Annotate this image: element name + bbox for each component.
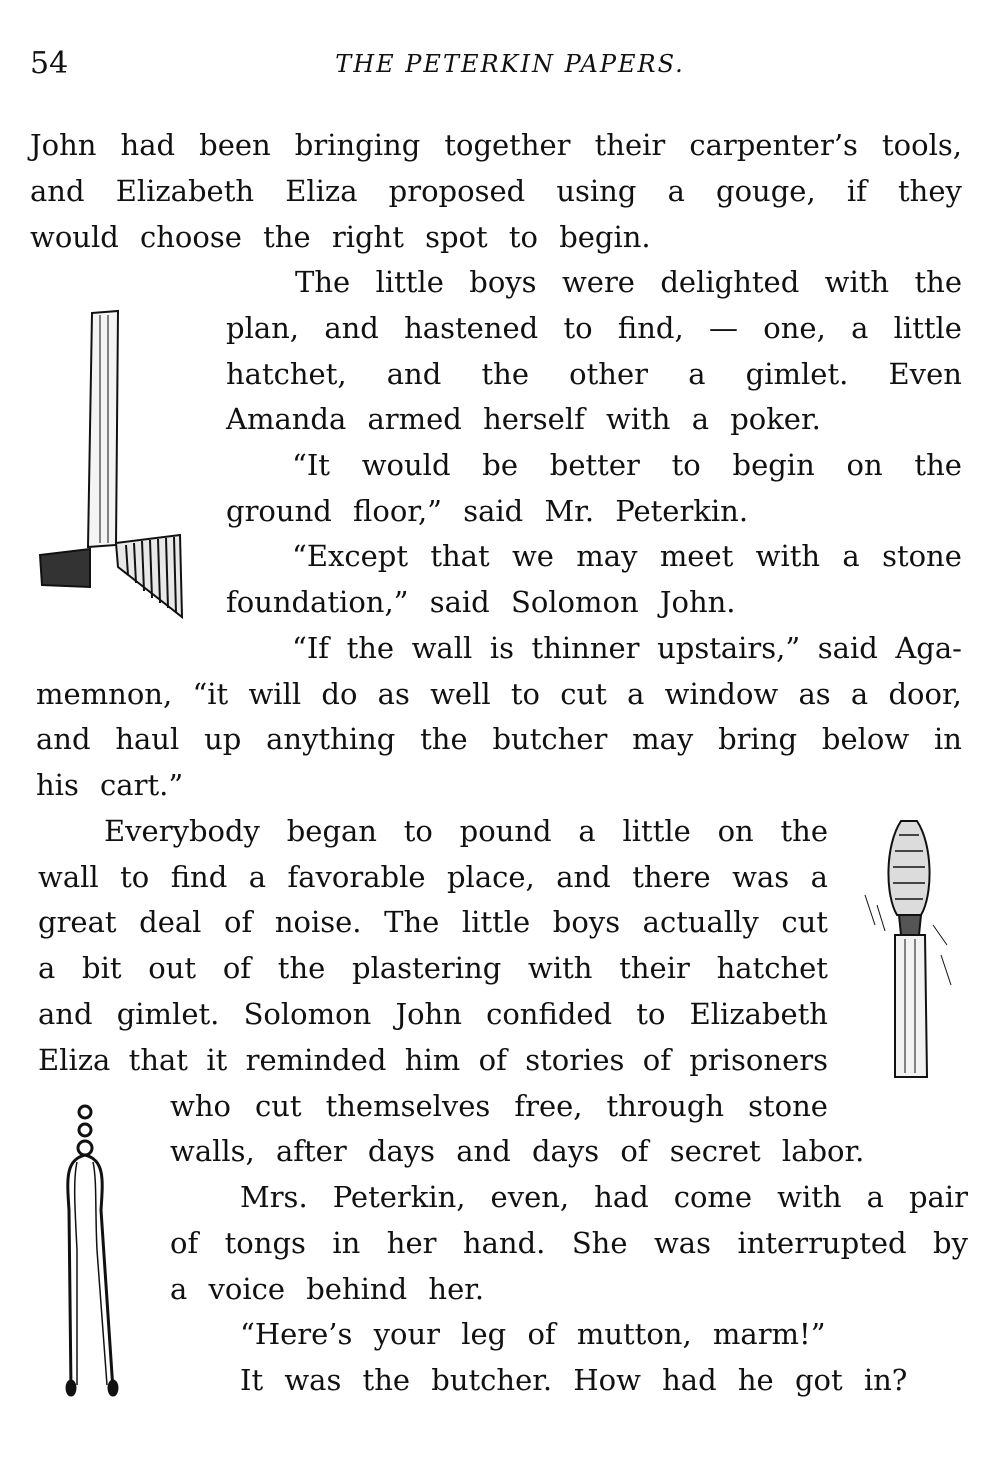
gimlet-illustration bbox=[855, 815, 965, 1085]
word: and bbox=[386, 357, 442, 391]
word: a bbox=[627, 677, 645, 711]
word: free, bbox=[514, 1089, 583, 1123]
text-line bbox=[30, 122, 962, 168]
word: memnon, bbox=[36, 677, 173, 711]
word: carpenter’s bbox=[689, 128, 858, 162]
word: pair bbox=[908, 1180, 968, 1214]
text-line bbox=[170, 1083, 828, 1129]
word: prisoners bbox=[689, 1043, 828, 1077]
word: boys bbox=[469, 265, 537, 299]
word: favorable bbox=[287, 860, 426, 894]
word: place, bbox=[446, 860, 535, 894]
word: was bbox=[732, 860, 790, 894]
text-line: “Here’s your leg of mutton, marm!” bbox=[240, 1317, 826, 1351]
word: would bbox=[361, 448, 451, 482]
text-line bbox=[292, 533, 962, 579]
word: will bbox=[248, 677, 302, 711]
word: a bbox=[850, 677, 869, 711]
word: noise. bbox=[274, 905, 362, 939]
word: door, bbox=[888, 677, 962, 711]
word: “If bbox=[292, 631, 330, 665]
word: up bbox=[204, 722, 242, 756]
word: great bbox=[38, 905, 117, 939]
word: and bbox=[30, 174, 85, 208]
word: interrupted bbox=[737, 1226, 907, 1260]
word: as bbox=[798, 677, 831, 711]
word: well bbox=[430, 677, 491, 711]
word: began bbox=[286, 814, 377, 848]
word: Everybody bbox=[104, 814, 260, 848]
word: a bbox=[667, 174, 685, 208]
word: we bbox=[511, 539, 554, 573]
word: had bbox=[594, 1180, 649, 1214]
word: was bbox=[653, 1226, 711, 1260]
word: and bbox=[36, 722, 91, 756]
word: little bbox=[461, 905, 531, 939]
word: themselves bbox=[325, 1089, 491, 1123]
word: through bbox=[606, 1089, 725, 1123]
word: there bbox=[632, 860, 711, 894]
word: in bbox=[332, 1226, 361, 1260]
word: little bbox=[893, 311, 962, 345]
word: the bbox=[481, 357, 529, 391]
word: and bbox=[38, 997, 93, 1031]
hatchet-illustration bbox=[30, 305, 190, 625]
word: confided bbox=[486, 997, 613, 1031]
text-line: would choose the right spot to begin. bbox=[30, 220, 651, 254]
word: gimlet. bbox=[745, 357, 849, 391]
word: window bbox=[664, 677, 779, 711]
word: thinner bbox=[531, 631, 640, 665]
page-header bbox=[30, 46, 960, 86]
word: had bbox=[120, 128, 176, 162]
text-line bbox=[38, 1037, 828, 1083]
word: the bbox=[346, 631, 395, 665]
word: Solomon bbox=[243, 997, 372, 1031]
word: of bbox=[222, 951, 252, 985]
word: wall bbox=[411, 631, 473, 665]
word: out bbox=[148, 951, 197, 985]
word: come bbox=[673, 1180, 753, 1214]
word: be bbox=[482, 448, 519, 482]
text-line bbox=[36, 716, 962, 762]
word: Eliza bbox=[38, 1043, 111, 1077]
word: to bbox=[120, 860, 150, 894]
word: proposed bbox=[388, 174, 526, 208]
word: to bbox=[510, 677, 540, 711]
word: Even bbox=[888, 357, 962, 391]
word: their bbox=[594, 128, 666, 162]
word: find, bbox=[617, 311, 684, 345]
word: Mrs. bbox=[240, 1180, 308, 1214]
word: hatchet, bbox=[226, 357, 347, 391]
word: may bbox=[576, 539, 638, 573]
word: of bbox=[170, 1226, 199, 1260]
word: on bbox=[846, 448, 883, 482]
word: if bbox=[846, 174, 867, 208]
word: on bbox=[717, 814, 754, 848]
page-number: 54 bbox=[30, 46, 69, 81]
word: Aga- bbox=[895, 631, 962, 665]
text-line: Amanda armed herself with a poker. bbox=[226, 402, 821, 436]
word: in bbox=[933, 722, 962, 756]
word: to bbox=[671, 448, 701, 482]
word: The bbox=[295, 265, 351, 299]
word: She bbox=[571, 1226, 628, 1260]
word: a bbox=[810, 860, 828, 894]
word: to bbox=[636, 997, 666, 1031]
word: their bbox=[619, 951, 690, 985]
text-line bbox=[240, 1174, 968, 1220]
tongs-illustration bbox=[55, 1100, 135, 1400]
word: stone bbox=[748, 1089, 828, 1123]
word: the bbox=[914, 448, 962, 482]
word: John bbox=[30, 128, 97, 162]
word: Eliza bbox=[285, 174, 358, 208]
word: reminded bbox=[245, 1043, 387, 1077]
word: below bbox=[821, 722, 910, 756]
word: actually bbox=[642, 905, 759, 939]
word: boys bbox=[552, 905, 621, 939]
text-line: his cart.” bbox=[36, 768, 184, 802]
word: together bbox=[444, 128, 571, 162]
word: they bbox=[898, 174, 962, 208]
text-line bbox=[226, 351, 962, 397]
word: bit bbox=[82, 951, 122, 985]
word: stone bbox=[882, 539, 962, 573]
word: bring bbox=[718, 722, 798, 756]
text-line bbox=[30, 168, 962, 214]
running-head: THE PETERKIN PAPERS. bbox=[335, 50, 685, 78]
word: one, bbox=[763, 311, 826, 345]
word: cut bbox=[254, 1089, 302, 1123]
word: tools, bbox=[882, 128, 962, 162]
word: been bbox=[199, 128, 271, 162]
word: cut bbox=[560, 677, 607, 711]
word: find bbox=[170, 860, 228, 894]
word: to bbox=[403, 814, 433, 848]
word: said bbox=[817, 631, 878, 665]
word: “it bbox=[192, 677, 229, 711]
word: a bbox=[866, 1180, 884, 1214]
word: a bbox=[688, 357, 706, 391]
word: butcher bbox=[492, 722, 608, 756]
text-line bbox=[292, 442, 962, 488]
word: her bbox=[386, 1226, 437, 1260]
word: cut bbox=[781, 905, 828, 939]
word: little bbox=[622, 814, 691, 848]
word: John bbox=[395, 997, 462, 1031]
text-line bbox=[38, 945, 828, 991]
word: pound bbox=[459, 814, 552, 848]
word: a bbox=[578, 814, 596, 848]
word: a bbox=[248, 860, 267, 894]
text-line bbox=[104, 808, 828, 854]
word: “It bbox=[292, 448, 330, 482]
word: of bbox=[642, 1043, 671, 1077]
word: that bbox=[128, 1043, 188, 1077]
word: little bbox=[375, 265, 444, 299]
word: plastering bbox=[352, 951, 502, 985]
text-line: It was the butcher. How had he got in? bbox=[240, 1363, 908, 1397]
word: haul bbox=[115, 722, 180, 756]
word: “Except bbox=[292, 539, 408, 573]
word: Peterkin, bbox=[332, 1180, 466, 1214]
word: The bbox=[384, 905, 440, 939]
word: it bbox=[206, 1043, 228, 1077]
word: begin bbox=[732, 448, 815, 482]
word: him bbox=[404, 1043, 461, 1077]
word: hand. bbox=[462, 1226, 546, 1260]
word: to bbox=[563, 311, 593, 345]
word: do bbox=[321, 677, 358, 711]
word: who bbox=[170, 1089, 231, 1123]
text-line bbox=[36, 671, 962, 717]
word: anything bbox=[266, 722, 396, 756]
word: hastened bbox=[404, 311, 539, 345]
word: bringing bbox=[294, 128, 421, 162]
word: with bbox=[528, 951, 593, 985]
text-line: a voice behind her. bbox=[170, 1272, 485, 1306]
text-line bbox=[295, 259, 962, 305]
word: Elizabeth bbox=[115, 174, 255, 208]
text-line: walls, after days and days of secret labor. bbox=[170, 1134, 865, 1168]
word: may bbox=[632, 722, 694, 756]
word: plan, bbox=[226, 311, 300, 345]
text-line bbox=[38, 991, 828, 1037]
word: the bbox=[420, 722, 468, 756]
word: — bbox=[708, 311, 738, 345]
word: meet bbox=[659, 539, 734, 573]
word: using bbox=[556, 174, 637, 208]
word: by bbox=[933, 1226, 968, 1260]
word: and bbox=[556, 860, 611, 894]
word: were bbox=[561, 265, 635, 299]
word: stories bbox=[525, 1043, 625, 1077]
text-line bbox=[38, 854, 828, 900]
word: other bbox=[569, 357, 648, 391]
word: even, bbox=[490, 1180, 570, 1214]
word: tongs bbox=[224, 1226, 306, 1260]
word: deal bbox=[139, 905, 202, 939]
word: Elizabeth bbox=[689, 997, 828, 1031]
text-line bbox=[38, 899, 828, 945]
word: gouge, bbox=[716, 174, 816, 208]
word: upstairs,” bbox=[657, 631, 801, 665]
word: gimlet. bbox=[116, 997, 220, 1031]
word: delighted bbox=[660, 265, 800, 299]
word: of bbox=[478, 1043, 507, 1077]
word: with bbox=[777, 1180, 842, 1214]
text-line bbox=[292, 625, 962, 671]
text-line: ground floor,” said Mr. Peterkin. bbox=[226, 494, 749, 528]
word: the bbox=[780, 814, 828, 848]
word: the bbox=[277, 951, 326, 985]
word: as bbox=[377, 677, 410, 711]
word: of bbox=[224, 905, 253, 939]
word: with bbox=[824, 265, 890, 299]
word: wall bbox=[38, 860, 99, 894]
word: and bbox=[324, 311, 379, 345]
text-line bbox=[226, 305, 962, 351]
word: the bbox=[914, 265, 962, 299]
word: a bbox=[842, 539, 860, 573]
text-line: foundation,” said Solomon John. bbox=[226, 585, 736, 619]
word: is bbox=[489, 631, 514, 665]
word: a bbox=[851, 311, 869, 345]
word: hatchet bbox=[716, 951, 828, 985]
word: a bbox=[38, 951, 56, 985]
word: that bbox=[430, 539, 490, 573]
text-line bbox=[170, 1220, 968, 1266]
word: with bbox=[755, 539, 821, 573]
word: better bbox=[549, 448, 640, 482]
